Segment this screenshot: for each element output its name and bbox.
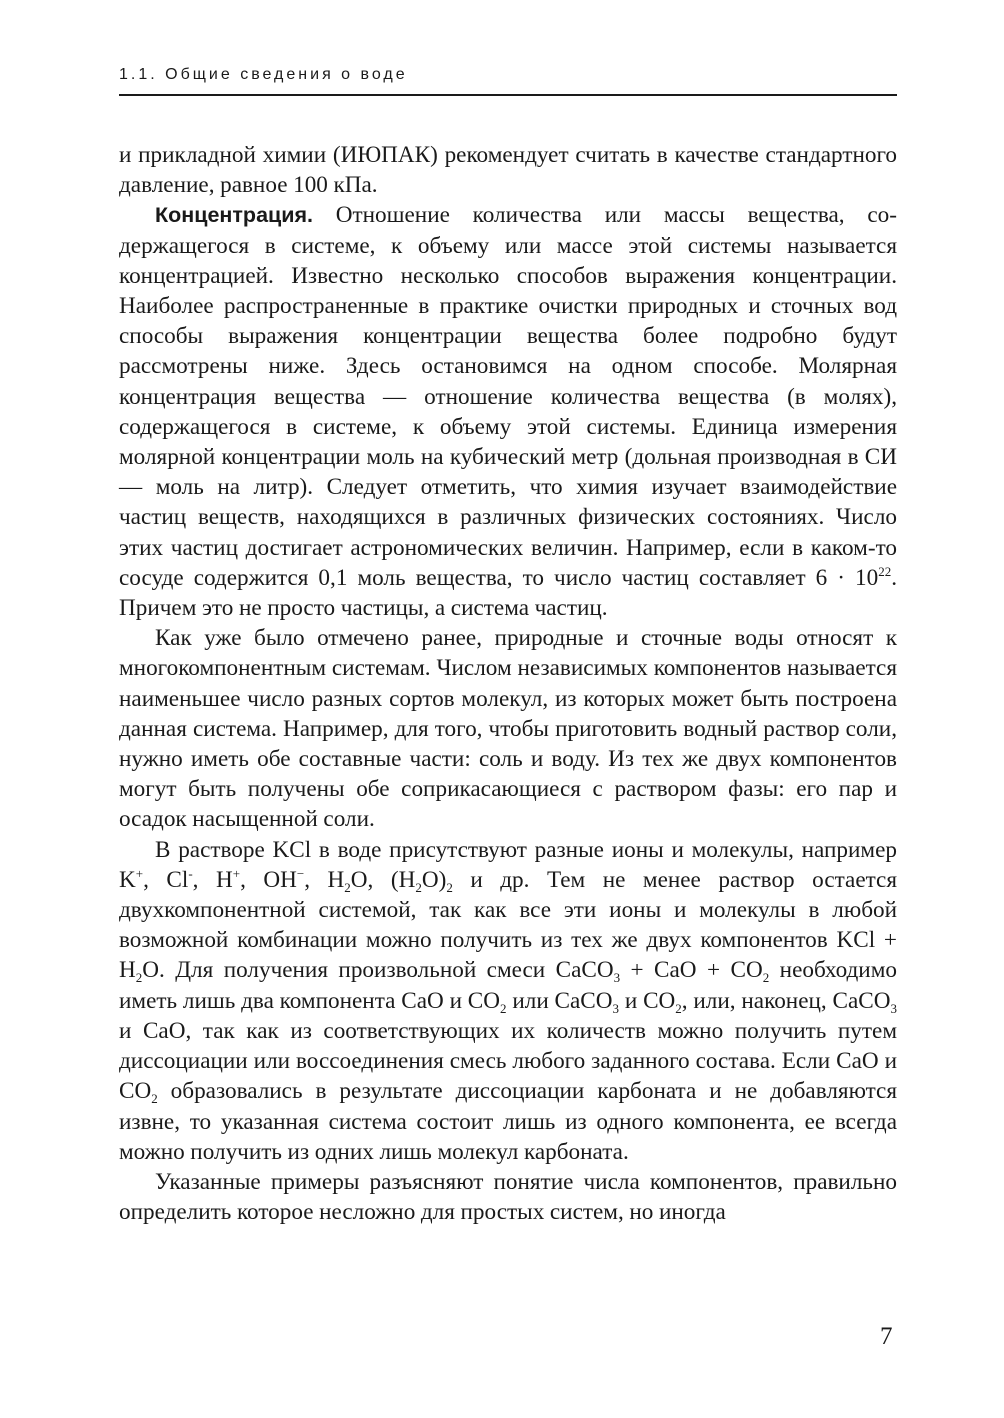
header-rule <box>119 94 897 96</box>
formula-kcl: KCl <box>272 836 312 863</box>
paragraph-4: В растворе KCl в воде присутствуют разные ионы и молекулы, например K+, Cl-, H+, OH−, $H_2O$, $(H_2O)_2$ и др. Тем не менее раствор остается двухкомпонентной системой, так как все эти ионы и молекулы в любой возможной комбинации можно получить из тех же двух компонентов KCl + $H_2O$. Для получения произвольной смеси CaCO$_3$ + CaO + $CO_2$ необходимо иметь лишь два компонента CaO и $CO_2$ или CaCO$_3$ и $CO_2$, или, наконец, CaCO$_3$ и CaO, так как из соответствующих их количеств можно получить путем диссоциации или воссоединения смесь любого заданного состава. Если CaO и $CO_2$ образовались в результате диссоциации карбоната и не добавляются извне, то указанная система состоит лишь из одного компонента, ее всегда можно получить из одних лишь молекул карбоната. <box>119 836 897 1165</box>
formula-k-ion: K+ <box>119 865 144 893</box>
formula-caco3: CaCO$_3$ <box>832 987 897 1016</box>
paragraph-5: Указанные примеры разъясняют понятие числа компонентов, правильно определить которое несложно для простых систем, но иногда <box>119 1168 897 1226</box>
paragraph-2-text: Отношение количества или массы вещества, содержащегося в системе, к объему или массе этой системы называется концентрацией. Известно несколько способов выражения концентрации. Наиболее распространенные в практике очистки природных и сточных вод способы выражения концентрации вещества более подробно будут рассмотрены ниже. Здесь остановимся на одном способе. Молярная концентрация вещества — отношение количества вещества (в молях), содержащегося в системе, к объему этой системы. Единица измерения молярной концентрации моль на кубический метр (дольная производная в СИ — моль на литр). Следует отметить, что химия изучает взаимодействие частиц веществ, находящихся в различных физических состояниях. Число этих частиц достигает астрономических величин. Например, если в каком-то сосуде содержится 0,1 моль вещества, то число частиц составляет <box>119 202 897 591</box>
formula-h-ion: H+ <box>215 865 241 893</box>
formula-co2: $CO_2$ <box>730 957 770 986</box>
formula-co2: $CO_2$ <box>643 987 682 1016</box>
formula-h2o-dimer: $(H_2O)_2$ <box>390 866 453 895</box>
paragraph-2 <box>119 200 897 623</box>
formula-oh-ion: OH− <box>263 865 305 893</box>
formula-h2o: $H_2O$ <box>119 957 159 986</box>
formula-co2: $CO_2$ <box>467 987 507 1016</box>
paragraph-1: и прикладной химии (ИЮПАК) рекомендует считать в качестве стандартного давление, равное 100 кПа. <box>119 142 897 199</box>
page-number: 7 <box>880 1323 893 1350</box>
formula-cao: CaO <box>401 987 444 1014</box>
body-text <box>119 140 897 1227</box>
formula-h2o: $H_2O$ <box>327 866 368 895</box>
formula-kcl: KCl <box>836 927 876 954</box>
running-head: 1.1. Общие сведения о воде <box>119 66 408 83</box>
formula-caco3: CaCO$_3$ <box>555 957 621 986</box>
particle-count-formula: $6 \cdot 10^{22}$ <box>815 563 892 591</box>
formula-cao: CaO <box>142 1017 186 1044</box>
paragraph-2-text-end: . Причем это не просто частицы, а система частиц. <box>119 564 898 622</box>
formula-cao: CaO <box>654 957 697 984</box>
formula-cl-ion: Cl- <box>166 865 193 893</box>
paragraph-3: Как уже было отмечено ранее, природные и сточные воды относят к многокомпонентным системам. Числом независимых компонентов называется наименьшее число разных сортов молекул, из которых может быть построена данная система. Например, для того, чтобы приготовить водный раствор соли, нужно иметь обе составные части: соль и воду. Из тех же двух компонентов могут быть получены обе соприкасающиеся с раствором фазы: его пар и осадок насыщенной соли. <box>119 625 897 833</box>
term-concentration: Концентрация. <box>155 203 313 228</box>
formula-co2: $CO_2$ <box>119 1078 158 1107</box>
formula-cao: CaO <box>836 1048 879 1075</box>
formula-caco3: CaCO$_3$ <box>554 987 620 1016</box>
